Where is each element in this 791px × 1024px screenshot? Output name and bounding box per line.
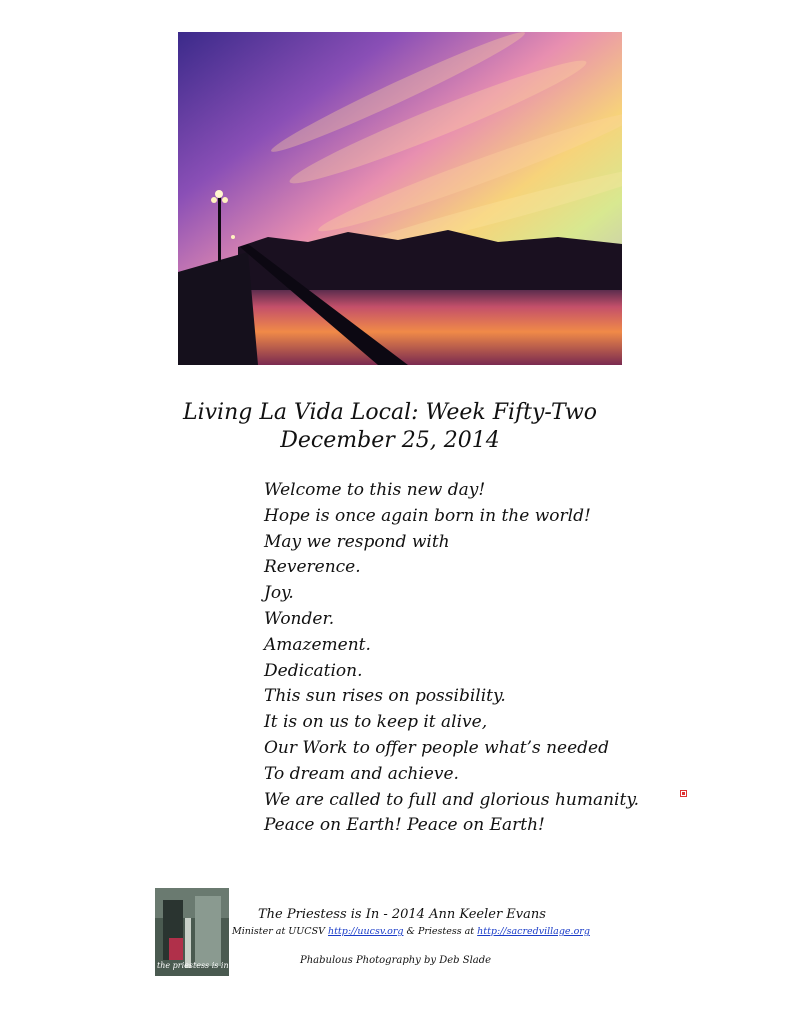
poem-line: Hope is once again born in the world! [264,505,591,526]
poem-line: Welcome to this new day! [264,480,486,500]
uucsv-link[interactable]: http://uucsv.org [327,926,404,937]
sunset-bridge-photo [178,32,622,365]
poem-line: Reverence. [264,557,361,578]
poem-line: It is on us to keep it alive, [264,712,488,733]
poem-line: Joy. [264,583,294,604]
page-title: Living La Vida Local: Week Fifty-Two [182,400,598,425]
poem-line: Dedication. [264,660,363,681]
sacredvillage-link[interactable]: http://sacredvillage.org [477,926,590,937]
poem-line: Our Work to offer people what’s needed [264,737,609,758]
priestess-logo-photo [155,888,229,976]
poem-line: Peace on Earth! Peace on Earth! [264,815,545,836]
poem-line: Wonder. [264,608,335,629]
footer-links [232,926,590,937]
poem-line: May we respond with [264,531,450,552]
embed-marker-icon [680,790,687,797]
footer-priestess-label: & Priestess at [403,926,478,937]
footer-author: The Priestess is In - 2014 Ann Keeler Evans [258,907,546,922]
page-date: December 25, 2014 [280,428,500,453]
poem-line: We are called to full and glorious humanity. [264,789,640,810]
poem-line: To dream and achieve. [264,763,459,784]
poem-line: Amazement. [264,634,371,655]
photo-credit: Phabulous Photography by Deb Slade [300,955,492,966]
poem [264,478,639,839]
logo-text: the priestess is in [157,961,229,970]
poem-line: This sun rises on possibility. [264,686,506,707]
footer-minister-label: Minister at UUCSV [232,926,328,937]
